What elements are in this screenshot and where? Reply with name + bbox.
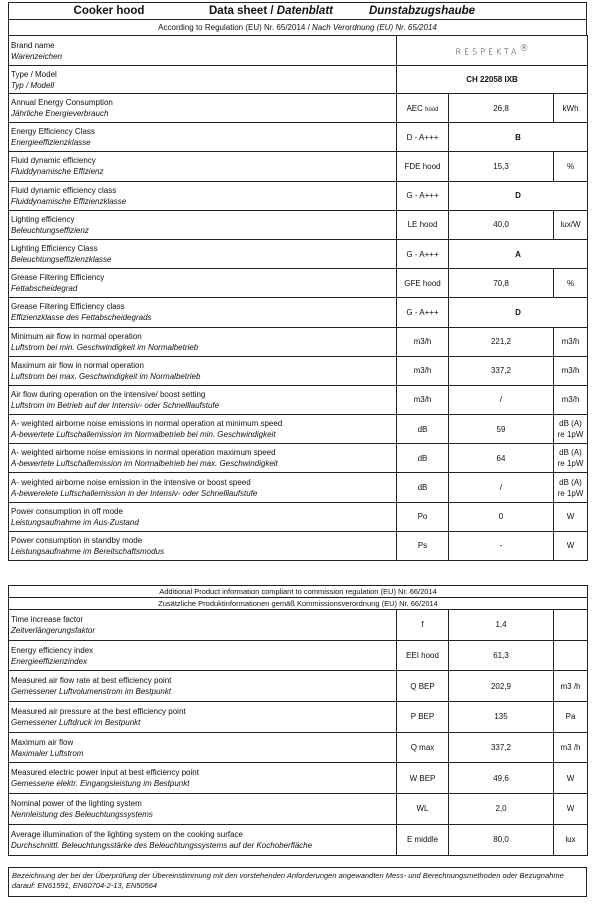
spec-value: 70,8 (449, 269, 554, 298)
spec-unit (554, 763, 588, 794)
spec-label-en: Power consumption in off mode (11, 506, 123, 516)
spec-symbol (397, 444, 449, 473)
spec-unit-text: m3 /h (560, 681, 581, 691)
brand-logo-text: RESPEKTA (455, 47, 520, 57)
spec-unit-text: lux (565, 835, 576, 845)
spec-unit (554, 671, 588, 702)
header-datasheet-de: Datenblatt (276, 5, 333, 17)
spec-label-de: Nennleistung des Beleuchtungssystems (11, 809, 153, 819)
spec-label-en: Air flow during operation on the intensive/ boost setting (11, 389, 206, 399)
spec-value: 61,3 (449, 640, 554, 671)
spec-symbol-text: LE hood (407, 220, 438, 230)
spec-symbol (397, 732, 449, 763)
type-value: CH 22058 IXB (397, 66, 588, 94)
spec-label-en: Time increase factor (11, 614, 84, 624)
spec-value: 1,4 (449, 610, 554, 641)
main-spec-table (8, 35, 588, 561)
spec-unit (554, 385, 588, 414)
spec-row (9, 610, 588, 641)
spec-symbol (397, 152, 449, 181)
spec-label (9, 732, 397, 763)
spec-label (9, 327, 397, 356)
spec-unit-text: m3 /h (560, 743, 581, 753)
regulation-de: Nach Verordnung (EU) Nr. 65/2014 (312, 23, 437, 32)
spec-unit (554, 610, 588, 641)
spec-symbol-text: W BEP (409, 773, 436, 783)
spec-label (9, 123, 397, 152)
spec-row (9, 152, 588, 181)
spec-label (9, 415, 397, 444)
spec-symbol (397, 123, 449, 152)
spec-label-de: Energieeffizienzklasse (11, 138, 91, 148)
spec-unit-text: kWh (562, 103, 579, 113)
spec-label-en: Lighting Efficiency Class (11, 244, 98, 254)
spec-symbol-text: dB (417, 424, 428, 434)
spec-label (9, 473, 397, 502)
spec-unit (554, 473, 588, 502)
spec-label-en: Energy efficiency index (11, 645, 94, 655)
spec-label (9, 444, 397, 473)
spec-row (9, 123, 588, 152)
spec-label-de: Gemessener Luftvolumenstrom im Bestpunkt (11, 687, 172, 697)
spec-unit (554, 824, 588, 855)
spec-value: 64 (449, 444, 554, 473)
spec-value: 26,8 (449, 94, 554, 123)
spec-label-de: Jährliche Energieverbrauch (11, 109, 109, 119)
spec-symbol-text: m3/h (413, 366, 432, 376)
spec-label-en: Maximum air flow (11, 737, 74, 747)
brand-logo (397, 36, 588, 66)
spec-label-en: A- weighted airborne noise emissions in normal operation at minimum speed (11, 419, 283, 429)
spec-value: - (449, 531, 554, 560)
regulation-en: According to Regulation (EU) Nr. 65/2014 / (158, 23, 310, 32)
spec-symbol (397, 502, 449, 531)
spec-unit (554, 210, 588, 239)
spec-label-en: Lighting efficiency (11, 214, 75, 224)
spec-row (9, 702, 588, 733)
spec-label-de: A-bewertete Luftschallemission im Normalbetrieb bei min. Geschwindigkeit (11, 430, 276, 440)
additional-title-en: Additional Product information compliant to commission regulation (EU) Nr. 66/2014 (9, 586, 588, 598)
spec-symbol-text: m3/h (413, 395, 432, 405)
brand-row (9, 36, 588, 66)
header-datasheet (209, 5, 339, 17)
spec-unit-text: m3/h (561, 366, 580, 376)
spec-row (9, 444, 588, 473)
spec-label (9, 502, 397, 531)
spec-label-en: Grease Filtering Efficiency class (11, 302, 125, 312)
spec-label-de: Luftstrom bei max. Geschwindigkeit im Normalbetrieb (11, 371, 201, 381)
spec-unit (554, 732, 588, 763)
spec-symbol-text: m3/h (413, 337, 432, 347)
spec-symbol (397, 794, 449, 825)
header-datasheet-en: Data sheet / (209, 5, 274, 17)
spec-symbol-text: Ps (417, 541, 428, 551)
brand-label-de: Warenzeichen (11, 51, 62, 61)
spec-unit-text: dB (A) (559, 419, 582, 429)
spec-unit-text: W (566, 804, 575, 814)
spec-label-en: Measured electric power input at best efficiency point (11, 768, 199, 778)
spec-symbol (397, 356, 449, 385)
spec-row (9, 502, 588, 531)
spec-symbol (397, 327, 449, 356)
spec-label-en: Energy Efficiency Class (11, 127, 95, 137)
brand-logo-mark: ® (519, 44, 529, 55)
spec-row (9, 824, 588, 855)
spec-unit-ref: re 1pW (557, 459, 584, 469)
spec-symbol (397, 640, 449, 671)
spec-label-de: Beleuchtungseffizienzklasse (11, 255, 112, 265)
spec-unit-text: dB (A) (559, 448, 582, 458)
spec-label (9, 610, 397, 641)
spec-label-en: A- weighted airborne noise emissions in normal operation maximum speed (11, 448, 276, 458)
spec-row (9, 385, 588, 414)
spec-label (9, 640, 397, 671)
spec-unit (554, 794, 588, 825)
spec-row (9, 94, 588, 123)
spec-label (9, 269, 397, 298)
spec-label (9, 239, 397, 268)
spec-symbol (397, 824, 449, 855)
spec-value: / (449, 385, 554, 414)
spec-symbol (397, 473, 449, 502)
spec-unit (554, 269, 588, 298)
spec-label-de: Durchschnittl. Beleuchtungsstärke des Beleuchtungssystems auf der Kochoberfläche (11, 840, 313, 850)
spec-symbol-text: G - A+++ (406, 191, 439, 201)
header-product-de: Dunstabzugshaube (369, 5, 476, 17)
spec-unit (554, 640, 588, 671)
spec-label-de: A-bewertete Luftschallemission im Normalbetrieb bei max. Geschwindigkeit (11, 459, 278, 469)
spec-symbol-text: EEI hood (406, 651, 439, 661)
type-label-de: Typ / Modell (11, 80, 54, 90)
spec-value: 40,0 (449, 210, 554, 239)
spec-value: 337,2 (449, 356, 554, 385)
spec-label-de: Fluiddynamische Effizienzklasse (11, 196, 127, 206)
spec-symbol (397, 94, 449, 123)
spec-value: 15,3 (449, 152, 554, 181)
footer-note: Bezeichnung der bei der Überprüfung der Übereinstimmung mit den vorstehenden Anforderungen angewandten Mess- und Berechnungsmethoden oder Bezugnahme darauf: EN61591, EN60704-2-13, EN50564 (8, 867, 587, 897)
spec-label (9, 356, 397, 385)
spec-unit-text: % (566, 278, 575, 288)
spec-label-en: Average illumination of the lighting system on the cooking surface (11, 829, 243, 839)
spec-row (9, 356, 588, 385)
spec-label-de: Fettabscheidegrad (11, 284, 78, 294)
spec-symbol-text: P BEP (410, 712, 435, 722)
spec-unit (554, 444, 588, 473)
spec-label (9, 671, 397, 702)
spec-value: 135 (449, 702, 554, 733)
brand-label (9, 36, 397, 66)
spec-row (9, 181, 588, 210)
additional-title-de-row (9, 598, 588, 610)
spec-label (9, 298, 397, 327)
spec-symbol-text: WL (416, 804, 429, 814)
spec-symbol-text: G - A+++ (406, 249, 439, 259)
spec-unit (554, 502, 588, 531)
spec-label-en: Measured air pressure at the best efficiency point (11, 706, 186, 716)
spec-class-value: A (449, 239, 588, 268)
spec-symbol (397, 269, 449, 298)
spec-unit (554, 415, 588, 444)
spec-symbol (397, 671, 449, 702)
spec-label-de: Luftstrom im Betrieb auf der Intensiv- oder Schnelllaufstufe (11, 400, 220, 410)
spec-row (9, 239, 588, 268)
type-label-en: Type / Model (11, 69, 57, 79)
spec-row (9, 473, 588, 502)
spec-row (9, 415, 588, 444)
spec-label-de: Energieeffizienzindex (11, 656, 88, 666)
spec-symbol-text: Q max (410, 743, 435, 753)
spec-symbol (397, 181, 449, 210)
type-label (9, 66, 397, 94)
spec-value: / (449, 473, 554, 502)
spec-symbol-text: FDE hood (404, 161, 441, 171)
spec-symbol-text: D - A+++ (406, 132, 439, 142)
spec-class-value: B (449, 123, 588, 152)
spec-symbol (397, 415, 449, 444)
spec-unit-ref: re 1pW (557, 488, 584, 498)
spec-value: 2,0 (449, 794, 554, 825)
spec-symbol (397, 763, 449, 794)
spec-label-en: Maximum air flow in normal operation (11, 360, 144, 370)
spec-label (9, 824, 397, 855)
spec-symbol (397, 531, 449, 560)
additional-title-de: Zusätzliche Produktinformationen gemäß Kommissionsverordnung (EU) Nr. 66/2014 (9, 598, 588, 610)
type-row (9, 66, 588, 94)
spec-label-de: Leistungsaufnahme im Bereitschaftsmodus (11, 546, 164, 556)
spec-label-de: Fluiddynamische Effizienz (11, 167, 104, 177)
spec-label (9, 763, 397, 794)
spec-unit-text: lux/W (560, 220, 581, 230)
spec-label (9, 794, 397, 825)
spec-unit-text: % (566, 161, 575, 171)
brand-label-en: Brand name (11, 40, 55, 50)
spec-symbol-text: AEC (406, 103, 423, 113)
spec-symbol-text: G - A+++ (406, 307, 439, 317)
spec-row (9, 269, 588, 298)
spec-row (9, 671, 588, 702)
spec-value: 337,2 (449, 732, 554, 763)
spec-value: 202,9 (449, 671, 554, 702)
spec-symbol (397, 239, 449, 268)
spec-label-en: Measured air flow rate at best efficiency point (11, 676, 172, 686)
spec-label-de: A-bewerelete Luftschallemission in der Intensiv- oder Schnelllaufstufe (11, 488, 258, 498)
spec-unit (554, 327, 588, 356)
header-product: Cooker hood (73, 5, 145, 17)
spec-row (9, 794, 588, 825)
spec-row (9, 763, 588, 794)
spec-symbol-text: E middle (406, 835, 439, 845)
spec-label-en: Fluid dynamic efficiency (11, 156, 96, 166)
spec-value: 59 (449, 415, 554, 444)
spec-class-value: D (449, 181, 588, 210)
spec-label-de: Effizienzklasse des Fettabscheidegrads (11, 313, 152, 323)
spec-label-de: Zeitverlängerungsfaktor (11, 625, 96, 635)
spec-symbol-text: dB (417, 453, 428, 463)
spec-label (9, 181, 397, 210)
header-title-row (9, 3, 586, 20)
spec-unit-text: m3/h (561, 395, 580, 405)
spec-unit-text: W (566, 541, 575, 551)
spec-label-de: Gemessener Luftdruck im Bestpunkt (11, 717, 141, 727)
spec-symbol-text: f (421, 620, 424, 630)
spec-unit (554, 152, 588, 181)
spec-value: 80,0 (449, 824, 554, 855)
spec-label (9, 702, 397, 733)
additional-info-table (8, 585, 588, 856)
spec-symbol-text: Q BEP (410, 681, 435, 691)
spec-label-en: A- weighted airborne noise emission in the intensive or boost speed (11, 477, 251, 487)
spec-symbol (397, 610, 449, 641)
spec-row (9, 732, 588, 763)
spec-symbol (397, 702, 449, 733)
spec-symbol-text: GFE hood (404, 278, 441, 288)
spec-symbol (397, 210, 449, 239)
spec-label (9, 210, 397, 239)
spec-label-en: Grease Filtering Efficiency (11, 273, 105, 283)
spec-label (9, 531, 397, 560)
spec-row (9, 327, 588, 356)
spec-label (9, 385, 397, 414)
spec-label-en: Power consumption in standby mode (11, 535, 143, 545)
spec-symbol-text: dB (417, 483, 428, 493)
spec-label-de: Gemessene elektr. Eingangsleistung im Bestpunkt (11, 779, 190, 789)
spec-label-de: Leistungsaufnahme im Aus-Zustand (11, 517, 139, 527)
spec-symbol-text: Po (417, 512, 428, 522)
spec-symbol-sub: hood (425, 106, 439, 113)
spec-unit-ref: re 1pW (557, 430, 584, 440)
header-regulation (9, 20, 586, 36)
spec-label-de: Maximaler Luftstrom (11, 748, 84, 758)
spec-row (9, 210, 588, 239)
spec-label-en: Nominal power of the lighting system (11, 798, 142, 808)
spec-symbol (397, 385, 449, 414)
additional-title-en-row (9, 586, 588, 598)
spec-unit-text: W (566, 773, 575, 783)
spec-class-value: D (449, 298, 588, 327)
spec-value: 0 (449, 502, 554, 531)
spec-label-de: Beleuchtungseffizienz (11, 225, 89, 235)
spec-label-en: Annual Energy Consumption (11, 98, 113, 108)
spec-row (9, 640, 588, 671)
spec-label-de: Luftstrom bei min. Geschwindigkeit im Normalbetrieb (11, 342, 199, 352)
spec-unit (554, 531, 588, 560)
spec-symbol (397, 298, 449, 327)
spec-unit-text: W (566, 512, 575, 522)
spec-value: 221,2 (449, 327, 554, 356)
spec-label (9, 152, 397, 181)
spec-unit (554, 356, 588, 385)
spec-unit (554, 94, 588, 123)
spec-row (9, 531, 588, 560)
spec-label-en: Minimum air flow in normal operation (11, 331, 142, 341)
datasheet-header (8, 2, 587, 36)
spec-unit-text: dB (A) (559, 477, 582, 487)
spec-unit (554, 702, 588, 733)
spec-label (9, 94, 397, 123)
spec-row (9, 298, 588, 327)
spec-label-en: Fluid dynamic efficiency class (11, 185, 117, 195)
spec-unit-text: Pa (565, 712, 576, 722)
spec-value: 49,6 (449, 763, 554, 794)
spec-unit-text: m3/h (561, 337, 580, 347)
